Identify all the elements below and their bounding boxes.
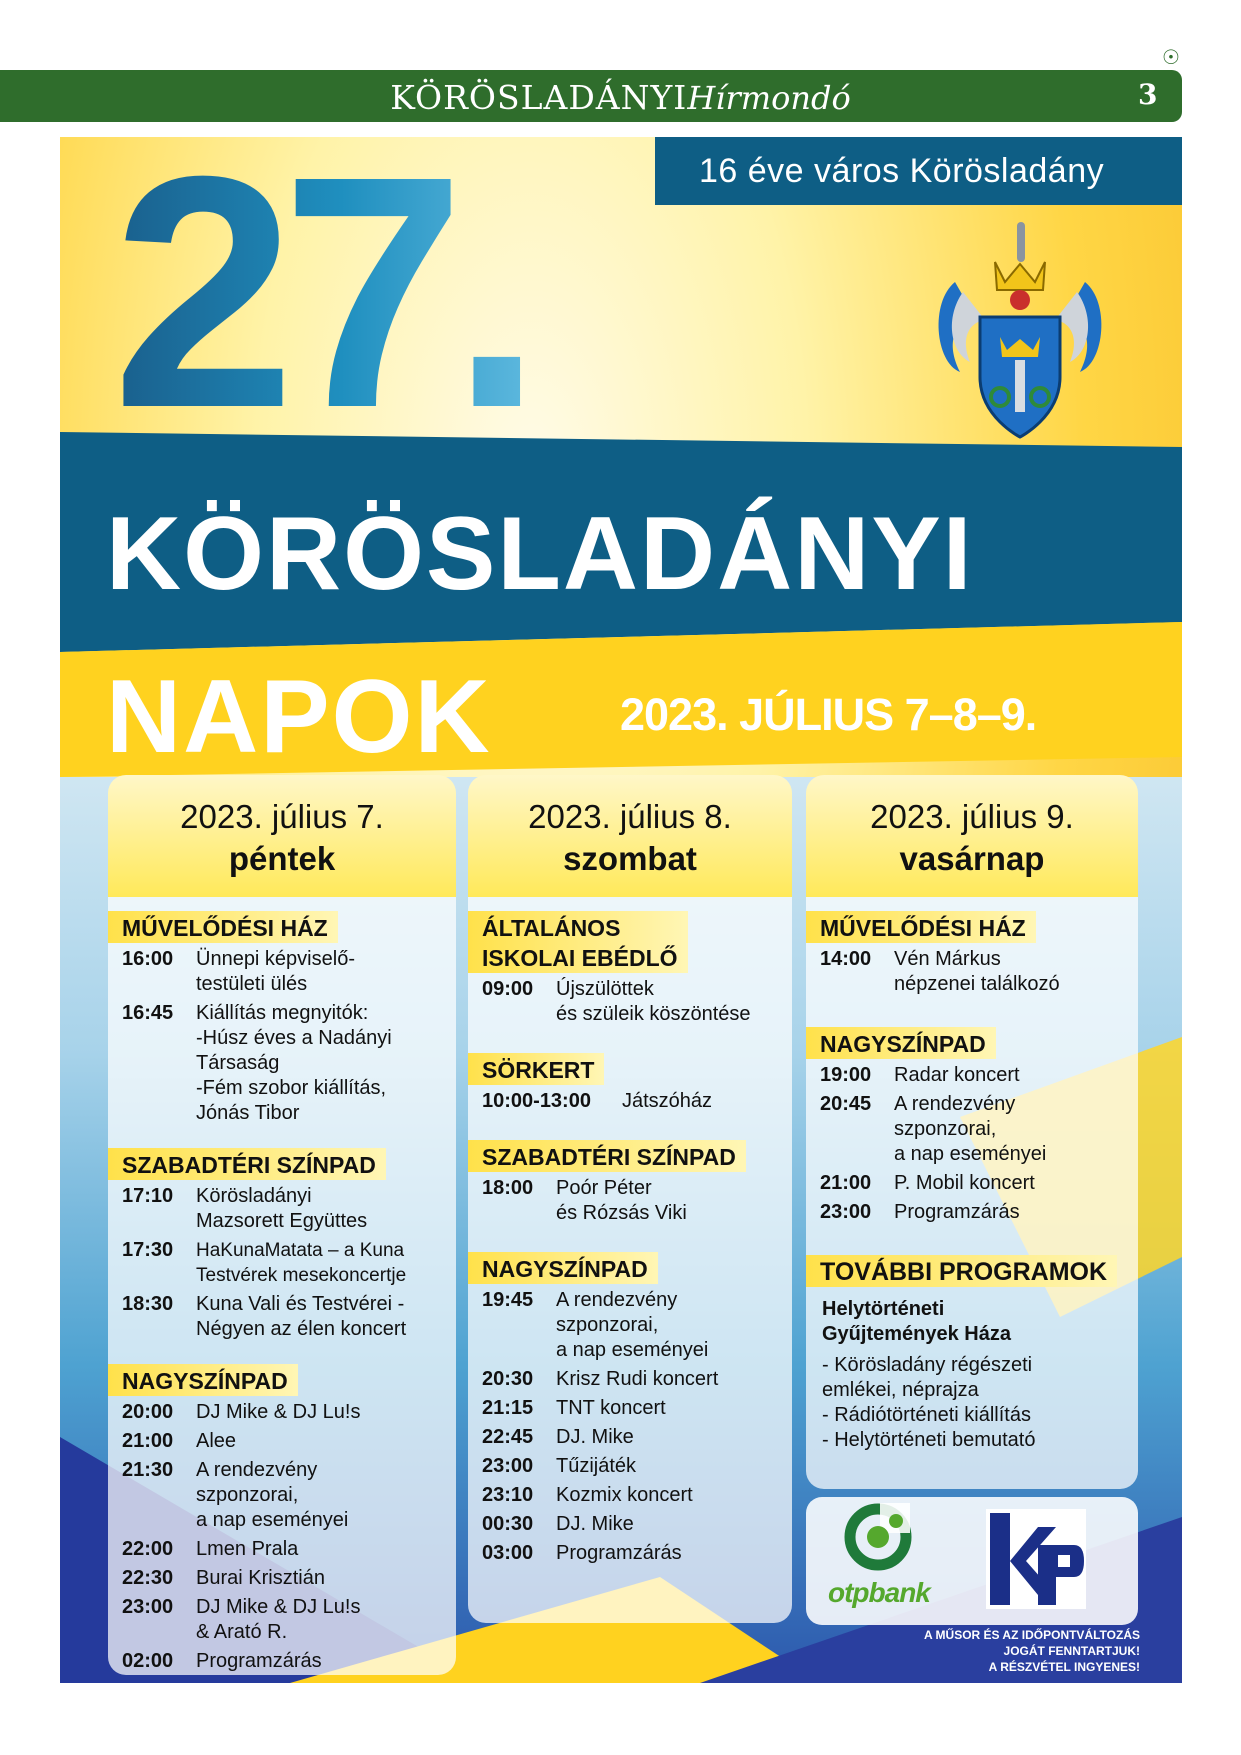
program-item	[468, 1541, 792, 1566]
day-column-3	[806, 775, 1138, 1489]
day-program	[806, 897, 1138, 1489]
program-time: 21:30	[122, 1459, 174, 1481]
program-time: 03:00	[482, 1542, 534, 1564]
program-desc: Radar koncert	[894, 1064, 1020, 1086]
venue-title: NAGYSZÍNPAD	[806, 1027, 996, 1059]
day-column-1	[108, 775, 456, 1675]
program-item	[468, 977, 792, 1027]
program-desc: DJ Mike & DJ Lu!s & Arató R.	[196, 1596, 361, 1643]
venue-title: SÖRKERT	[468, 1053, 604, 1085]
program-desc: Alee	[196, 1430, 237, 1452]
event-poster	[60, 137, 1182, 1683]
program-time: 16:00	[122, 948, 174, 970]
program-desc: Lmen Prala	[196, 1538, 299, 1560]
program-desc: TNT koncert	[556, 1397, 666, 1419]
program-desc: Tűzijáték	[556, 1455, 637, 1477]
program-time: 17:30	[122, 1239, 174, 1261]
program-desc: Programzárás	[196, 1650, 322, 1672]
program-desc: DJ. Mike	[556, 1513, 634, 1535]
program-time: 21:00	[122, 1430, 174, 1452]
program-time: 21:00	[820, 1172, 872, 1194]
program-desc: HaKunaMatata – a Kuna Testvérek mesekoncertje	[196, 1240, 407, 1286]
program-item	[108, 1238, 456, 1288]
program-time: 21:15	[482, 1397, 534, 1419]
edition-number: 27.	[112, 137, 529, 476]
program-desc: A rendezvény szponzorai, a nap eseményei	[196, 1459, 349, 1531]
program-desc: Újszülöttek és szüleik köszöntése	[556, 978, 751, 1025]
disclaimer-text: A MŰSOR ÉS AZ IDŐPONTVÁLTOZÁS JOGÁT FENNTARTJUK! A RÉSZVÉTEL INGYENES!	[923, 1628, 1140, 1674]
festival-title-line2: NAPOK	[106, 659, 492, 775]
program-desc: DJ. Mike	[556, 1426, 634, 1448]
program-desc: Kuna Vali és Testvérei - Négyen az élen koncert	[196, 1293, 407, 1340]
program-time: 17:10	[122, 1185, 174, 1207]
day-date: 2023. július 8.	[528, 798, 732, 835]
program-desc: Programzárás	[894, 1201, 1020, 1223]
program-desc: Ünnepi képviselő- testületi ülés	[196, 948, 355, 995]
day-program	[468, 897, 792, 1623]
program-item	[806, 1200, 1138, 1225]
program-item	[468, 1367, 792, 1392]
program-time: 22:45	[482, 1426, 534, 1448]
program-item	[468, 1396, 792, 1421]
day-weekday: vasárnap	[899, 840, 1045, 877]
program-item	[108, 1400, 456, 1425]
program-desc: Burai Krisztián	[196, 1567, 325, 1589]
ornament-icon: ☉	[1162, 45, 1180, 69]
program-item	[468, 1454, 792, 1479]
program-time: 18:30	[122, 1293, 174, 1315]
venue-title: MŰVELŐDÉSI HÁZ	[806, 911, 1036, 943]
extra-subtitle: Helytörténeti Gyűjtemények Háza	[822, 1298, 1011, 1345]
venue-title: NAGYSZÍNPAD	[108, 1364, 298, 1396]
program-item	[108, 1458, 456, 1533]
venue-title: MŰVELŐDÉSI HÁZ	[108, 911, 338, 943]
otpbank-wordmark: otpbank	[828, 1577, 930, 1608]
venue-title: TOVÁBBI PROGRAMOK	[806, 1255, 1117, 1287]
program-time: 23:10	[482, 1484, 534, 1506]
day-weekday: szombat	[563, 840, 697, 877]
program-desc: A rendezvény szponzorai, a nap eseményei	[894, 1093, 1047, 1165]
program-item	[108, 1649, 456, 1674]
program-time: 20:30	[482, 1368, 534, 1390]
venue-title: SZABADTÉRI SZÍNPAD	[468, 1140, 746, 1172]
day-weekday: péntek	[228, 840, 336, 877]
page-number: 3	[1138, 78, 1158, 111]
program-time: 20:45	[820, 1093, 872, 1115]
program-time: 23:00	[122, 1596, 174, 1618]
festival-title-line1: KÖRÖSLADÁNYI	[106, 496, 974, 612]
program-time: 00:30	[482, 1513, 534, 1535]
venue-title: NAGYSZÍNPAD	[468, 1252, 658, 1284]
festival-dates: 2023. JÚLIUS 7–8–9.	[620, 689, 1037, 740]
coat-of-arms-icon	[925, 222, 1115, 452]
program-desc: Programzárás	[556, 1542, 682, 1564]
day-header	[806, 775, 1138, 897]
program-desc: P. Mobil koncert	[894, 1172, 1035, 1194]
program-item	[806, 1171, 1138, 1196]
day-header	[108, 775, 456, 897]
program-item	[468, 1176, 792, 1226]
newspaper-title	[0, 78, 1241, 117]
program-item	[108, 1292, 456, 1342]
sponsor-box	[806, 1497, 1138, 1625]
program-item	[468, 1483, 792, 1508]
program-item	[806, 1092, 1138, 1167]
program-item	[806, 947, 1138, 997]
program-item	[806, 1063, 1138, 1088]
program-item	[468, 1512, 792, 1537]
day-column-2	[468, 775, 792, 1623]
day-program	[108, 897, 456, 1675]
program-time: 02:00	[122, 1650, 174, 1672]
program-desc: Poór Péter és Rózsás Viki	[556, 1177, 687, 1224]
kp-wordmark: kp	[996, 1605, 998, 1606]
program-item	[468, 1089, 792, 1114]
kp-logo-icon	[986, 1509, 1086, 1609]
program-item	[468, 1425, 792, 1450]
program-time: 14:00	[820, 948, 872, 970]
program-time: 23:00	[482, 1455, 534, 1477]
program-time: 10:00-13:00	[482, 1090, 591, 1112]
program-desc: Kiállítás megnyitók: -Húsz éves a Nadányi Társaság -Fém szobor kiállítás, Jónás Tibor	[196, 1002, 392, 1124]
program-desc: Körösladányi Mazsorett Együttes	[196, 1185, 368, 1232]
program-item	[108, 1595, 456, 1645]
program-desc: Vén Márkus népzenei találkozó	[894, 948, 1060, 995]
program-time: 20:00	[122, 1401, 174, 1423]
venue-title: ÁLTALÁNOS ISKOLAI EBÉDLŐ	[468, 911, 688, 973]
day-date: 2023. július 7.	[180, 798, 384, 835]
years-badge: 16 éve város Körösladány	[655, 137, 1182, 205]
newspaper-title-script: Hírmondó	[687, 79, 851, 117]
program-time: 19:00	[820, 1064, 872, 1086]
program-desc: A rendezvény szponzorai, a nap eseményei	[556, 1289, 709, 1361]
program-item	[108, 1566, 456, 1591]
program-time: 16:45	[122, 1002, 174, 1024]
day-header	[468, 775, 792, 897]
program-item	[468, 1288, 792, 1363]
newspaper-title-caps: KÖRÖSLADÁNYI	[390, 78, 688, 117]
program-item	[108, 947, 456, 997]
program-time: 18:00	[482, 1177, 534, 1199]
extra-items: - Körösladány régészeti emlékei, néprajza - Rádiótörténeti kiállítás - Helytörténeti bemutató	[822, 1354, 1036, 1451]
program-time: 23:00	[820, 1201, 872, 1223]
program-time: 22:00	[122, 1538, 174, 1560]
program-item	[108, 1184, 456, 1234]
program-desc: Játszóház	[622, 1090, 713, 1112]
program-desc: DJ Mike & DJ Lu!s	[196, 1401, 361, 1423]
program-desc: Krisz Rudi koncert	[556, 1368, 719, 1390]
program-time: 09:00	[482, 978, 534, 1000]
program-item	[108, 1001, 456, 1126]
program-desc: Kozmix koncert	[556, 1484, 693, 1506]
program-time: 22:30	[122, 1567, 174, 1589]
program-time: 19:45	[482, 1289, 534, 1311]
venue-title: SZABADTÉRI SZÍNPAD	[108, 1148, 386, 1180]
program-item	[108, 1537, 456, 1562]
day-date: 2023. július 9.	[870, 798, 1074, 835]
program-item	[108, 1429, 456, 1454]
